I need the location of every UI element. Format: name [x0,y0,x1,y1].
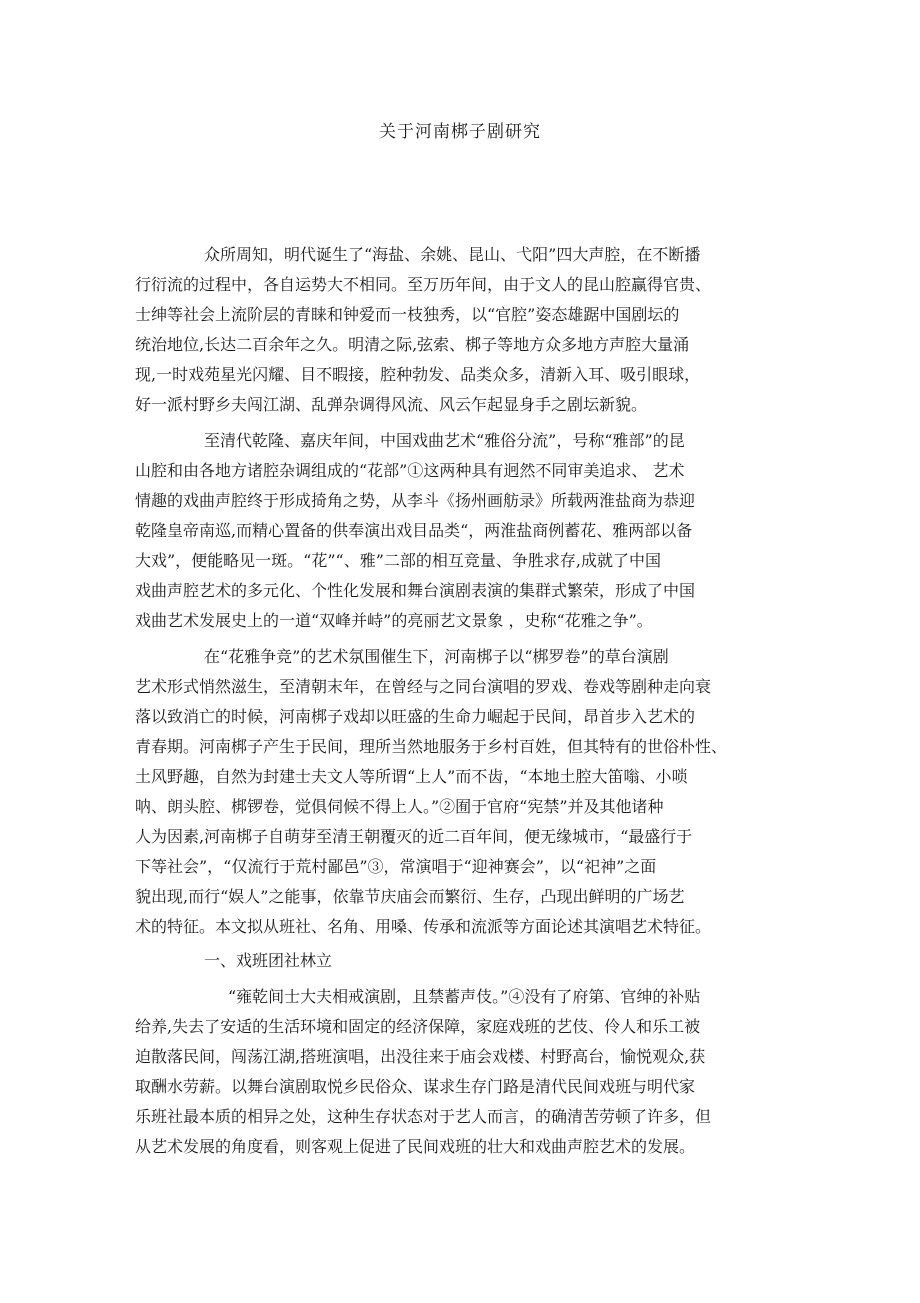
body-line: 士绅等社会上流阶层的青睐和钟爱而一枝独秀，以“官腔”姿态雄踞中国剧坛的 [135,305,680,324]
body-line: 行衍流的过程中，各自运势大不相同。至万历年间，由于文人的昆山腔赢得官贵、 [135,275,712,294]
body-line: 统治地位,长达二百余年之久。明清之际,弦索、梆子等地方众多地方声腔大量涌 [135,335,690,354]
body-line: 情趣的戏曲声腔终于形成掎角之势，从李斗《扬州画舫录》所载两淮盐商为恭迎 [135,491,696,510]
document-title: 关于河南梆子剧研究 [379,122,541,142]
body-line: 戏曲声腔艺术的多元化、个性化发展和舞台演剧表演的集群式繁荣，形成了中国 [135,581,696,600]
body-line: 大戏”，便能略见一斑。“花”“、雅”二部的相互竞量、争胜求存,成就了中国 [135,551,661,570]
body-line: 乾隆皇帝南巡,而精心置备的供奉演出戏目品类“，两淮盐商例蓄花、雅两部以备 [135,521,693,540]
body-line: 戏曲艺术发展史上的一道“双峰并峙”的亮丽艺文景象 ，史称“花雅之争”。 [135,611,653,630]
body-line: 下等社会”，“仅流行于荒村鄙邑”③，常演唱于“迎神赛会”，以“祀神”之面 [135,857,657,876]
body-line: 青春期。河南梆子产生于民间，理所当然地服务于乡村百姓，但其特有的世俗朴性、 [135,737,728,756]
body-line: 给养,失去了安适的生活环境和固定的经济保障，家庭戏班的艺伎、伶人和乐工被 [135,1017,701,1036]
body-line: 迫散落民间，闯荡江湖,搭班演唱，出没往来于庙会戏楼、村野高台，愉悦观众,获 [135,1047,706,1066]
body-line: 好一派村野乡夫闯江湖、乱弹杂调得风流、风云乍起显身手之剧坛新貌。 [135,395,648,414]
body-line: 人为因素,河南梆子自萌芽至清王朝覆灭的近二百年间，便无缘城市，“最盛行于 [135,827,693,846]
section-heading: 一、戏班团社林立 [204,951,333,970]
body-line: 取酬水劳薪。以舞台演剧取悦乡民俗众、谋求生存门路是清代民间戏班与明代家 [135,1077,696,1096]
body-line: 现,一时戏苑星光闪耀、目不暇接，腔种勃发、品类众多，清新入耳、吸引眼球， [135,365,701,384]
body-line: 艺术形式悄然滋生，至清朝末年，在曾经与之同台演唱的罗戏、卷戏等剧种走向衰 [135,677,712,696]
body-line: 乐班社最本质的相异之处，这种生存状态对于艺人而言，的确清苦劳顿了许多，但 [135,1107,712,1126]
body-line: 貌出现,而行“娱人”之能事，依靠节庆庙会而繁衍、生存，凸现出鲜明的广场艺 [135,887,685,906]
body-line: 落以致消亡的时候，河南梆子戏却以旺盛的生命力崛起于民间，昂首步入艺术的 [135,707,696,726]
body-line: 从艺术发展的角度看，则客观上促进了民间戏班的壮大和戏曲声腔艺术的发展。 [135,1137,696,1156]
body-line: 呐、朗头腔、梆锣卷，觉俱伺候不得上人。”②囿于官府“宪禁”并及其他诸种 [135,797,664,816]
body-line: 术的特征。本文拟从班社、名角、用嗓、传承和流派等方面论述其演唱艺术特征。 [135,917,712,936]
body-line: 在“花雅争竞”的艺术氛围催生下，河南梆子以“梆罗卷”的草台演剧 [204,647,669,666]
body-line: 众所周知，明代诞生了“海盐、余姚、昆山、弋阳”四大声腔，在不断播 [204,245,701,264]
body-line: 山腔和由各地方诸腔杂调组成的“花部”①这两种具有迥然不同审美追求、 艺术 [135,461,685,480]
body-line: 土风野趣，自然为封建士夫文人等所谓“上人”而不齿，“本地土腔大笛嗡、小唢 [135,767,688,786]
body-line: 至清代乾隆、嘉庆年间，中国戏曲艺术“雅俗分流”，号称“雅部”的昆 [204,431,685,450]
body-line: “雍乾间士大夫相戒演剧，且禁蓄声伎。”④没有了府第、官绅的补贴 [228,987,701,1006]
